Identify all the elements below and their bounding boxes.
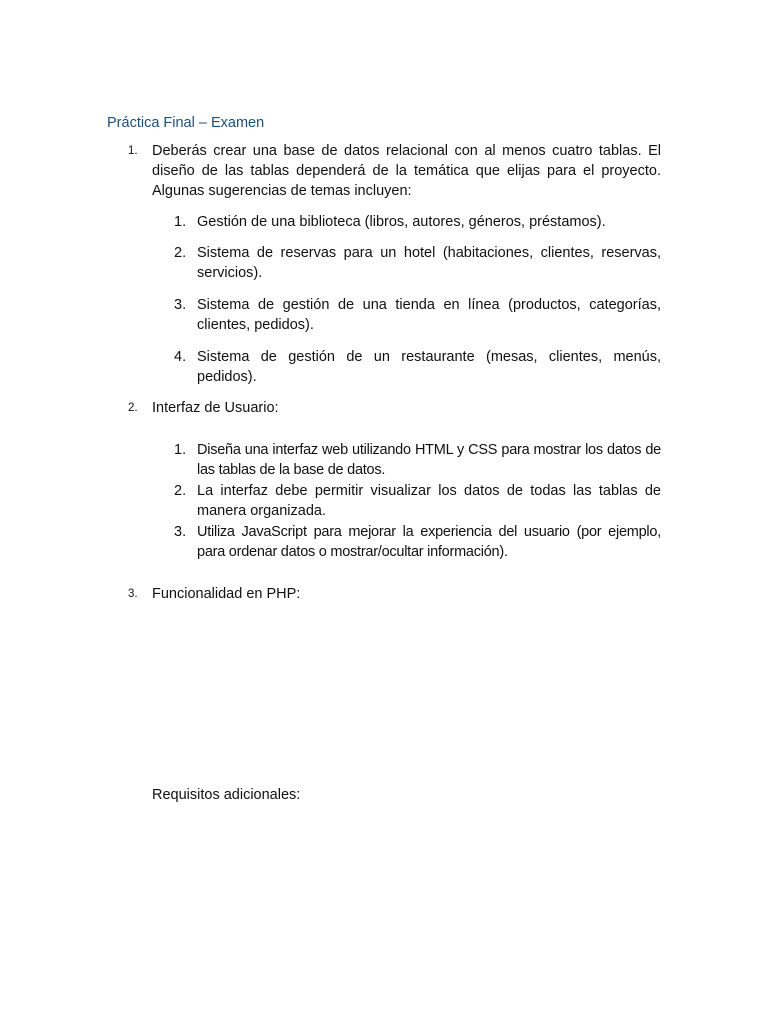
list-item-text: Sistema de gestión de un restaurante (mesas, clientes, menús, pedidos). xyxy=(197,349,661,385)
list-item-number: 1. xyxy=(174,214,187,230)
list-item-number: 3. xyxy=(174,297,187,313)
section-number: 3. xyxy=(128,588,138,600)
list-item-text: Diseña una interfaz web utilizando HTML y CSS para mostrar los datos de las tablas de la base de datos. xyxy=(197,442,661,478)
list-item-text: La interfaz debe permitir visualizar los datos de todas las tablas de manera organizada. xyxy=(197,483,661,519)
list-item-number: 1. xyxy=(174,442,187,458)
section-number: 1. xyxy=(128,145,138,157)
section-text: Interfaz de Usuario: xyxy=(152,400,279,416)
section-text: Deberás crear una base de datos relacional con al menos cuatro tablas. El diseño de las tablas dependerá de la temática que elijas para el proyecto. Algunas sugerencias de temas incluyen: xyxy=(152,143,661,199)
page-title: Práctica Final – Examen xyxy=(107,115,265,131)
list-item-number: 3. xyxy=(174,524,187,540)
section-number: 2. xyxy=(128,402,138,414)
list-item-text: Sistema de reservas para un hotel (habitaciones, clientes, reservas, servicios). xyxy=(197,245,661,281)
list-item-number: 2. xyxy=(174,245,187,261)
section-text: Funcionalidad en PHP: xyxy=(152,586,301,602)
list-item-number: 4. xyxy=(174,349,187,365)
list-item-number: 2. xyxy=(174,483,187,499)
list-item-text: Utiliza JavaScript para mejorar la experiencia del usuario (por ejemplo, para ordenar datos o mostrar/ocultar información). xyxy=(197,524,661,560)
list-item-text: Gestión de una biblioteca (libros, autores, géneros, préstamos). xyxy=(197,214,606,230)
list-item-text: Sistema de gestión de una tienda en línea (productos, categorías, clientes, pedidos). xyxy=(197,297,661,333)
additional-requirements-heading: Requisitos adicionales: xyxy=(152,787,301,803)
